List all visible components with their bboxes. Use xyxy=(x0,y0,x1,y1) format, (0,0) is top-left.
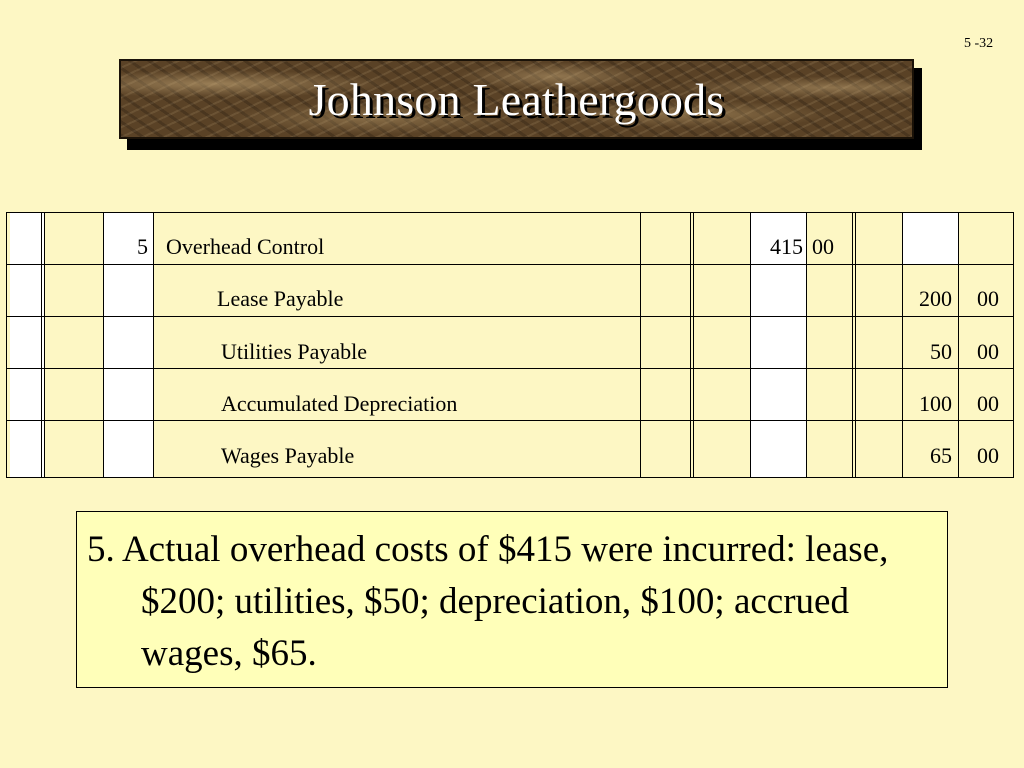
credit-account: Wages Payable xyxy=(221,443,355,468)
credit-dollars: 65 xyxy=(930,443,952,468)
description-text: 5. Actual overhead costs of $415 were incurred: lease, $200; utilities, $50; depreciation, $100; accrued wages, $65. xyxy=(87,529,889,674)
credit-cents: 00 xyxy=(977,286,999,311)
white-fill xyxy=(902,212,958,264)
credit-dollars: 200 xyxy=(919,286,952,311)
credit-dollars: 100 xyxy=(919,391,952,416)
debit-account: Overhead Control xyxy=(166,234,325,259)
credit-account: Accumulated Depreciation xyxy=(221,391,458,416)
title-banner xyxy=(119,59,914,139)
entry-number: 5 xyxy=(137,234,148,259)
transaction-description xyxy=(76,511,948,688)
credit-account: Lease Payable xyxy=(217,286,344,311)
debit-cents: 00 xyxy=(812,234,834,259)
slide-title: Johnson Leathergoods xyxy=(308,73,725,125)
credit-dollars: 50 xyxy=(930,339,952,364)
credit-account: Utilities Payable xyxy=(221,339,368,364)
debit-dollars: 415 xyxy=(770,234,803,259)
credit-cents: 00 xyxy=(977,339,999,364)
credit-cents: 00 xyxy=(977,443,999,468)
journal-table xyxy=(6,212,1014,478)
slide-number: 5 -32 xyxy=(964,36,994,51)
credit-cents: 00 xyxy=(977,391,999,416)
white-fill xyxy=(10,212,44,478)
